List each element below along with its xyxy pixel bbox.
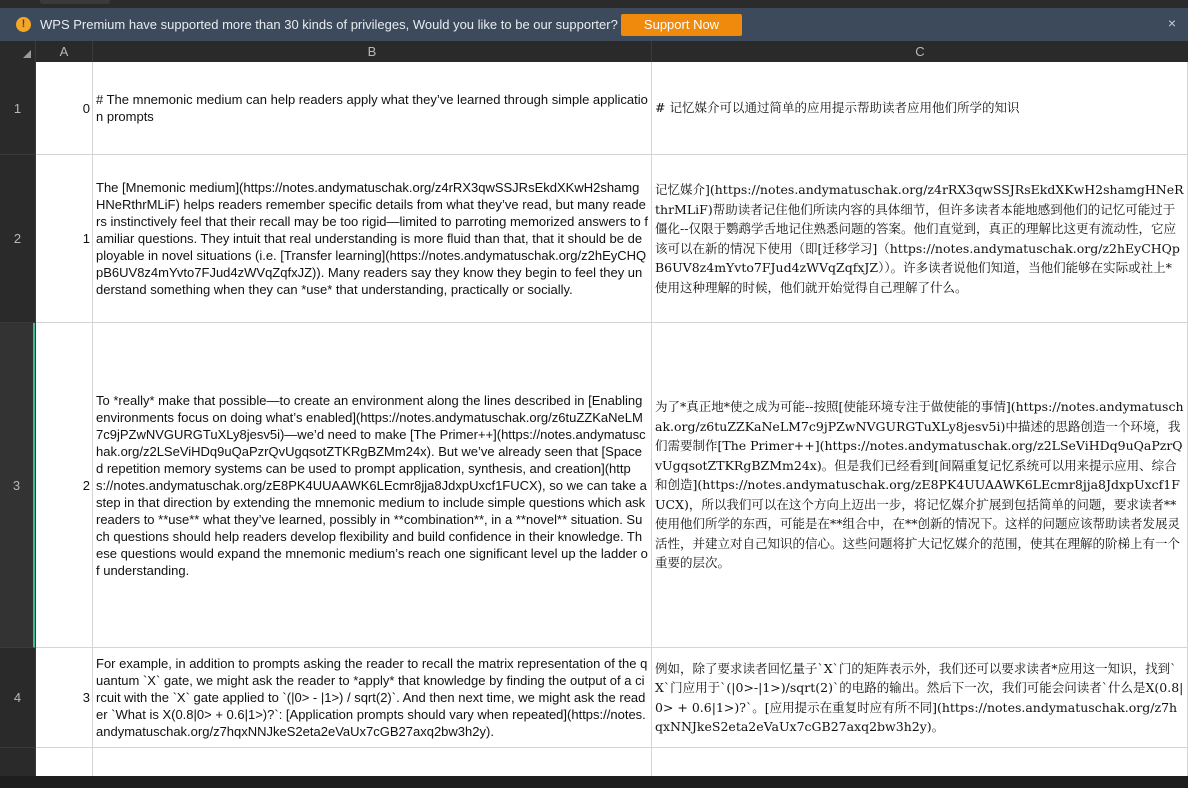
- column-header-b[interactable]: B: [93, 41, 652, 62]
- row-headers: [0, 62, 36, 776]
- warning-icon: !: [16, 17, 31, 32]
- cell-c1[interactable]: [652, 62, 1188, 155]
- cell-a1[interactable]: [36, 62, 93, 155]
- cell-a5[interactable]: [36, 748, 93, 776]
- cell-text: To *really* make that possible—to create an environment along the lines described in [Enabling environments focus on doing what’s enabled](https://notes.andymatuschak.org/z6tuZZKaNeLM7c9jPZwNVGURGTuXLy8jesv5i)—we’d need to make [The Primer++](https://notes.andymatuschak.org/z2LSeViHDq9uQaPzrQvUgqsotZTKRgBZMm24x). But we’ve already seen that [Spaced repetition memory systems can be used to prompt application, synthesis, and creation](https://notes.andymatuschak.org/zE8PK4UUAAWK6LEcmr8jja8JdxpUxcf1FUCX), so we can take a step in that direction by extending the mnemonic medium to include simple questions which ask readers to **use** what they’ve learned, possibly in **combination**, in a **novel** situation. Such questions should help readers develop flexibility and build confidence in their knowledge. These questions would expand the mnemonic medium’s reach one significant level up the ladder of understanding.: [96, 392, 651, 578]
- row-header-5[interactable]: [0, 748, 35, 788]
- banner-message: WPS Premium have supported more than 30 kinds of privileges, Would you like to be our supporter?: [40, 17, 618, 32]
- cell-text: The [Mnemonic medium](https://notes.andymatuschak.org/z4rRX3qwSSJRsEkdXKwH2shamgHNeRthrMLiF) helps readers remember specific details from what they’ve read, but many readers instinctively feel that their recall may be too rigid—limited to parroting memorized answers to familiar questions. They intuit that real understanding is more fluid than that, that it should be deployable in novel situations (i.e. [Transfer learning](https://notes.andymatuschak.org/z2hEyCHQpB6UV8z4mYvto7FJud4zWVqZqfxJZ)). Many readers say they know they begin to feel they understand something when they can *use* that understanding, practically or socially.: [96, 180, 648, 297]
- close-icon[interactable]: ×: [1167, 15, 1176, 31]
- column-header-c[interactable]: C: [915, 44, 925, 59]
- cell-value: 3: [82, 690, 90, 705]
- cell-a4[interactable]: [36, 648, 93, 748]
- cell-c5[interactable]: [652, 748, 1188, 776]
- cell-value: 2: [82, 477, 90, 493]
- support-now-button[interactable]: Support Now: [621, 14, 742, 36]
- tab-hint: [40, 0, 110, 4]
- cell-a3[interactable]: [36, 323, 93, 648]
- cell-c4[interactable]: [652, 648, 1188, 748]
- cell-text: 记忆媒介](https://notes.andymatuschak.org/z4rRX3qwSSJRsEkdXKwH2shamgHNeRthrMLiF)帮助读者记住他们所读内容的具体细节，但许多读者本能地感到他们的记忆可能过于僵化--仅限于鹦鹉学舌地记住熟悉问题的答案。他们直觉到，真正的理解比这更有流动性，它应该可以在新的情况下使用（即[迁移学习]（https://notes.andymatuschak.org/z2hEyCHQpB6UV8z4mYvto7FJud4zWVqZqfxJZ））。许多读者说他们知道，当他们能够在实际或社上*使用这种理解的时候，他们就开始觉得自己理解了什么。: [655, 182, 1184, 295]
- cell-b3[interactable]: [93, 323, 652, 648]
- cell-text: 为了*真正地*使之成为可能--按照[使能环境专注于做使能的事情](https://notes.andymatuschak.org/z6tuZZKaNeLM7c9jPZwNVGURGTuXLy8jesv5i)中描述的思路创造一个环境，我们需要制作[The Primer++](https://notes.andymatuschak.org/z2LSeViHDq9uQaPzrQvUgqsotZTKRgBZMm24x)。但是我们已经看到[间隔重复记忆系统可以用来提示应用、综合和创造](https://notes.andymatuschak.org/zE8PK4UUAAWK6LEcmr8jja8JdxpUxcf1FUCX)，所以我们可以在这个方向上迈出一步，将记忆媒介扩展到包括简单的问题，要求读者**使用他们所学的东西，可能是在**组合中，在**创新的情况下。这样的问题应该帮助读者发展灵活性，并建立对自己知识的信心。这些问题将扩大记忆媒介的范围，使其在理解的阶梯上有一个重要的层次。: [655, 399, 1184, 571]
- row-header-2[interactable]: 2: [0, 155, 35, 323]
- cell-value: 1: [82, 231, 90, 246]
- cell-c3[interactable]: [652, 323, 1188, 648]
- title-strip: [0, 0, 1188, 8]
- spreadsheet-grid: [36, 62, 1188, 776]
- premium-banner: [0, 8, 1188, 41]
- cell-c2[interactable]: [652, 155, 1188, 323]
- column-header-a[interactable]: A: [36, 41, 93, 62]
- cell-b2[interactable]: [93, 155, 652, 323]
- column-headers: [0, 41, 1188, 63]
- cell-b1[interactable]: [93, 62, 652, 155]
- cell-b5[interactable]: [93, 748, 652, 776]
- cell-value: 0: [82, 100, 90, 116]
- cell-text: For example, in addition to prompts asking the reader to recall the matrix representation of the quantum `X` gate, we might ask the reader to *apply* that knowledge by finding the output of a circuit with the `X` gate applied to `(|0> - |1>) / sqrt(2)`. And then next time, we might ask the reader `What is X(0.8|0> + 0.6|1>)?`: [Application prompts should vary when repeated](https://notes.andymatuschak.org/z7hqxNNJkeS2eta2eVaUx7cGB27axq2bw3h2y).: [96, 656, 648, 739]
- cell-text: 例如，除了要求读者回忆量子`X`门的矩阵表示外，我们还可以要求读者*应用这一知识，找到`X`门应用于`(|0>-|1>)/sqrt(2)`的电路的输出。然后下一次，我们可能会问读者`什么是X(0.8|0> + 0.6|1>)?`。[应用提示在重复时应有所不同](https://notes.andymatuschak.org/z7hqxNNJkeS2eta2eVaUx7cGB27axq2bw3h2y)。: [655, 660, 1184, 734]
- corner-triangle-icon: [23, 50, 31, 58]
- cell-text: # 记忆媒介可以通过简单的应用提示帮助读者应用他们所学的知识: [655, 100, 1020, 116]
- cell-text: # The mnemonic medium can help readers apply what they’ve learned through simple application prompts: [96, 92, 648, 124]
- select-all-corner[interactable]: [0, 41, 36, 62]
- cell-b4[interactable]: [93, 648, 652, 748]
- row-header-4[interactable]: 4: [0, 648, 35, 748]
- cell-a2[interactable]: [36, 155, 93, 323]
- row-header-1[interactable]: 1: [0, 62, 35, 155]
- row-header-3[interactable]: 3: [0, 323, 35, 648]
